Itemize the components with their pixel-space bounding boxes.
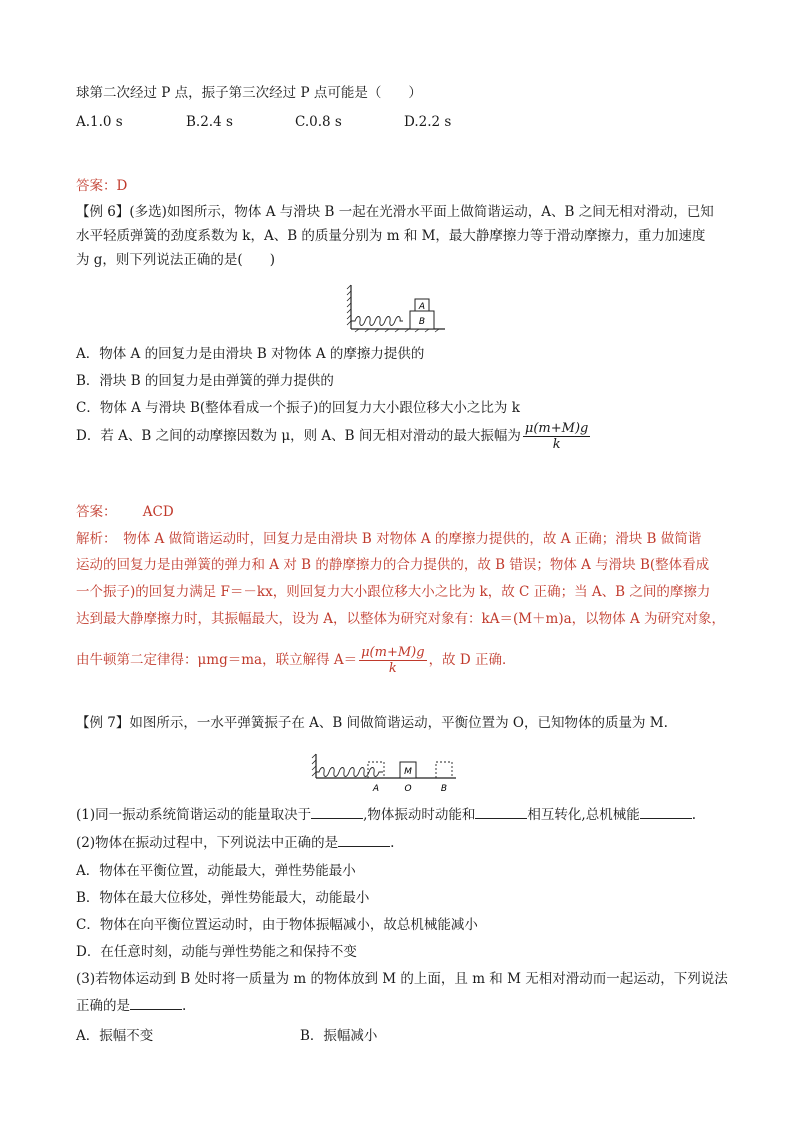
q7-part-1-end: . [691, 807, 697, 823]
position-b-label: B [440, 784, 448, 794]
answer-blank[interactable] [130, 997, 182, 1010]
q7-oscillator-figure [310, 750, 460, 794]
position-a-dashed-block [368, 762, 384, 778]
q5-option-c: C.0.8 s [295, 114, 342, 130]
answer-blank[interactable] [338, 834, 390, 847]
analysis-text-end: ，故 D 正确． [428, 652, 516, 668]
q6-option-a: A．物体 A 的回复力是由滑块 B 对物体 A 的摩擦力提供的 [76, 346, 425, 362]
q5-option-b: B.2.4 s [186, 114, 233, 130]
q7-part-3-option-a: A．振幅不变 [76, 1028, 154, 1044]
q7-part-3-line-2 [76, 997, 186, 1015]
q6-option-d [76, 414, 592, 458]
position-b-dashed-block [436, 762, 452, 778]
q6-stem-line-2: 水平轻质弹簧的劲度系数为 k，A、B 的质量分别为 m 和 M，最大静摩擦力等于滑动摩擦力，重力加速度 [76, 228, 706, 244]
q6-stem-line-1: 【例 6】(多选)如图所示，物体 A 与滑块 B 一起在光滑水平面上做简谐运动，A、B 之间无相对滑动，已知 [76, 204, 714, 220]
q7-stem: 【例 7】如图所示，一水平弹簧振子在 A、B 间做简谐运动，平衡位置为 O，已知物体的质量为 M. [76, 715, 668, 731]
q6-option-b: B．滑块 B 的回复力是由弹簧的弹力提供的 [76, 373, 334, 389]
q6-stem-line-3: 为 g，则下列说法正确的是( ) [76, 252, 275, 268]
q5-option-d: D.2.2 s [404, 114, 452, 130]
q7-part-3-line-1: (3)若物体运动到 B 处时将一质量为 m 的物体放到 M 的上面，且 m 和 M 无相对滑动而一起运动，下列说法 [76, 971, 728, 987]
answer-blank[interactable] [640, 806, 692, 819]
q7-part-2-option-b: B．物体在最大位移处，弹性势能最大，动能最小 [76, 890, 370, 906]
wall [347, 285, 351, 329]
q7-part-3-end: . [182, 998, 187, 1014]
q6-analysis-line-2: 运动的回复力是由弹簧的弹力和 A 对 B 的静摩擦力的合力提供的，故 B 错误；物体 A 与滑块 B(整体看成 [76, 557, 710, 573]
block-a-label: A [418, 302, 426, 312]
q7-part-1-text-b: ,物体振动时动能和 [363, 807, 476, 823]
fraction-denominator: k [552, 436, 561, 452]
q7-part-1 [76, 806, 696, 824]
analysis-text: 由牛顿第二定律得：μmg＝ma，联立解得 A＝ [76, 652, 358, 668]
q7-part-2 [76, 834, 394, 852]
q6-analysis-line-4: 达到最大静摩擦力时，其振幅最大，设为 A，以整体为研究对象有：kA＝(M＋m)a，以物体 A 为研究对象， [76, 611, 726, 627]
analysis-fraction [359, 645, 426, 676]
q7-part-2-option-c: C．物体在向平衡位置运动时，由于物体振幅减小，故总机械能减小 [76, 917, 478, 933]
q7-part-2-option-a: A．物体在平衡位置，动能最大，弹性势能最小 [76, 863, 356, 879]
q7-part-1-text-a: (1)同一振动系统简谐运动的能量取决于 [76, 807, 312, 823]
answer-blank[interactable] [475, 806, 527, 819]
q7-part-2-end: . [390, 835, 395, 851]
q6-analysis-line-5 [76, 638, 515, 682]
q7-part-3-option-b: B．振幅减小 [300, 1028, 378, 1044]
fraction-numerator: μ(m+M)g [361, 644, 425, 660]
q7-part-2-option-d: D．在任意时刻，动能与弹性势能之和保持不变 [76, 944, 357, 960]
q6-option-d-text: D．若 A、B 之间的动摩擦因数为 μ，则 A、B 间无相对滑动的最大振幅为 [76, 428, 521, 444]
q7-part-2-text: (2)物体在振动过程中，下列说法中正确的是 [76, 835, 339, 851]
wall [312, 754, 316, 778]
position-o-label: O [404, 784, 412, 794]
answer-label: 答案： [76, 504, 117, 520]
q5-answer: 答案：D [76, 178, 128, 194]
q6-spring-block-figure [345, 283, 450, 333]
answer-blank[interactable] [311, 806, 363, 819]
q7-part-1-text-c: 相互转化,总机械能 [527, 807, 640, 823]
spring [351, 317, 403, 326]
fraction-numerator: μ(m+M)g [524, 420, 589, 436]
block-b-label: B [418, 317, 426, 327]
mass-label: M [404, 767, 412, 777]
q6-option-c: C．物体 A 与滑块 B(整体看成一个振子)的回复力大小跟位移大小之比为 k [76, 400, 520, 416]
q5-option-a: A.1.0 s [76, 114, 123, 130]
q6-analysis-line-1: 解析： 物体 A 做简谐运动时，回复力是由滑块 B 对物体 A 的摩擦力提供的，故 A 正确；滑块 B 做简谐 [76, 531, 702, 547]
spring [316, 768, 383, 777]
position-a-label: A [372, 784, 380, 794]
fraction-denominator: k [388, 660, 397, 676]
q6-answer [76, 503, 174, 521]
q6-option-d-fraction [523, 421, 590, 452]
q7-part-3-text: 正确的是 [76, 998, 130, 1014]
q5-stem-tail: 球第二次经过 P 点，振子第三次经过 P 点可能是（ ） [76, 85, 422, 101]
answer-value: ACD [142, 504, 174, 520]
q6-analysis-line-3: 一个振子)的回复力满足 F＝－kx，则回复力大小跟位移大小之比为 k，故 C 正确；当 A、B 之间的摩擦力 [76, 584, 711, 600]
